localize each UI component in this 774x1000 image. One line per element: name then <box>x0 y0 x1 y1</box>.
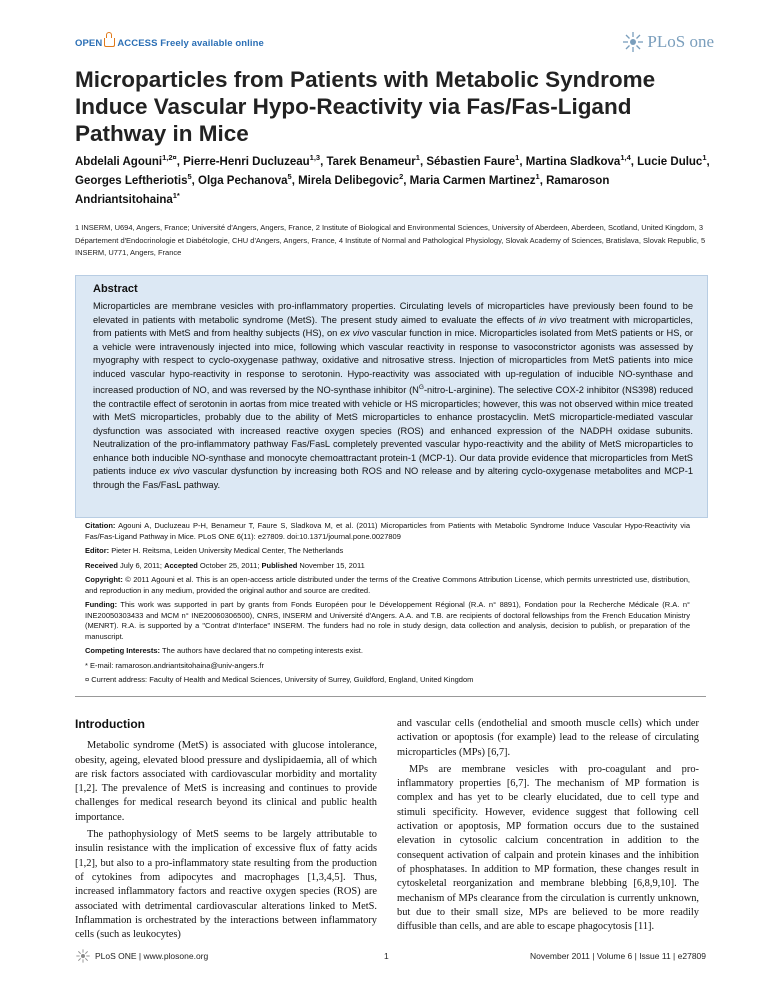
dates: Received July 6, 2011; Accepted October 25, 2011; Published November 15, 2011 <box>85 560 365 570</box>
author-name: Ramaroson Andriantsitohaina <box>75 175 610 206</box>
current-address: ¤ Current address: Faculty of Health and Medical Sciences, University of Surrey, Guildford, England, United Kingdom <box>85 675 474 684</box>
author-name: Olga Pechanova <box>198 175 288 187</box>
section-divider <box>75 696 706 697</box>
editor: Editor: Pieter H. Reitsma, Leiden University Medical Center, The Netherlands <box>85 546 344 555</box>
competing-interests: Competing Interests: The authors have declared that no competing interests exist. <box>85 646 363 655</box>
plos-sunburst-icon <box>621 30 645 54</box>
corresponding-email[interactable]: * E-mail: ramaroson.andriantsitohaina@univ-angers.fr <box>85 660 264 670</box>
article-metadata <box>85 521 690 690</box>
plos-one-logo <box>621 30 714 54</box>
author-name: Abdelali Agouni <box>75 156 163 168</box>
page-number: 1 <box>384 951 389 961</box>
author-name: Tarek Benameur <box>326 156 416 168</box>
author-name: Maria Carmen Martinez <box>409 175 536 187</box>
abstract-heading: Abstract <box>93 283 138 295</box>
intro-paragraph: The pathophysiology of MetS seems to be largely attributable to insulin resistance with the implication of excessive flux of fatty acids [1,2], but also to a pro-inflammatory state resulting from the production of cytokines from adipocytes and macrophages [1,3,4,5]. Thus, increased inflammatory factors and reactive oxygen species (ROS) are associated with detrimental cardiovascular alterations linked to MetS. Inflammation is orchestrated by the interactions between inflammatory cells (such as leukocytes) <box>75 829 377 941</box>
author-affiliation-marker: 1 <box>702 153 707 163</box>
journal-header <box>75 30 714 58</box>
abstract-text: Microparticles are membrane vesicles with pro-inflammatory properties. Circulating levels of microparticles have previously been found to be elevated in patients with metabolic syndrome (MetS). The present study aimed to evaluate the effects of in vivo treatment with microparticles, from patients with MetS and from healthy subjects (HS), on ex vivo vascular function in mice. Microparticles isolated from MetS patients or HS, or a vehicle were intravenously injected into mice, following which vascular reactivity in response to vasoconstrictor agonists was assessed by myography with respect to cyclo-oxygenase pathway, oxidative and nitrosative stress. Injection of microparticles from MetS patients into mice induced vascular hypo-reactivity in response to serotonin. Hypo-reactivity was associated with up-regulation of inducible NO-synthase and increased production of NO, and was reversed by the NO-synthase inhibitor $(N^G-nitro-L-arginine)$. The selective COX-2 inhibitor (NS398) reduced the contractile effect of serotonin in aortas from mice treated with vehicle or HS microparticles; however, this was not observed within mice treated with MetS microparticles, probably due to the ability of MetS microparticles to enhance prostacyclin. MetS microparticle-mediated vascular dysfunction was associated with increased reactive oxygen species (ROS) and enhanced expression of the NADPH oxidase subunits. Neutralization of the pro-inflammatory pathway Fas/FasL completely prevented vascular hypo-reactivity and the ability of MetS microparticles to enhance both inducible NO-synthase and monocyte chemoattractant protein-1 (MCP-1). Our data provide evidence that microparticles from MetS patients induce ex vivo vascular dysfunction by increasing both ROS and NO release and by altering cyclo-oxygenase metabolites and MCP-1 through the Fas/FasL pathway. <box>93 301 694 490</box>
issue-info: November 2011 | Volume 6 | Issue 11 | e27809 <box>530 951 706 961</box>
introduction-heading: Introduction <box>75 717 145 731</box>
author-affiliation-marker: 1 <box>535 172 540 182</box>
footer-journal-url[interactable]: PLoS ONE | www.plosone.org <box>95 951 209 961</box>
author-name: Lucie Duluc <box>637 156 703 168</box>
author-name: Martina Sladkova <box>525 156 621 168</box>
author-affiliation-marker: 1* <box>172 191 180 201</box>
affiliations: 1 INSERM, U694, Angers, France; Université d'Angers, Angers, France, 2 Institute of Biological and Environmental Sciences, University of Aberdeen, Aberdeen, Scotland, United Kingdom, 3 Département d'Endocrinologie et Diabétologie, CHU d'Angers, Angers, France, 4 Institute of Normal and Pathological Physiology, Slovak Academy of Sciences, Bratislava, Slovak Republic, 5 INSERM, U771, Angers, France <box>75 223 706 257</box>
open-lock-icon <box>104 38 115 47</box>
intro-paragraph: and vascular cells (endothelial and smooth muscle cells) which under activation or apoptosis (for example) lead to the release of circulating microparticles (MPs) [6,7]. <box>397 718 699 758</box>
intro-paragraph: MPs are membrane vesicles with pro-coagulant and pro-inflammatory properties [6,7]. The mechanism of MP formation is complex and has yet to be clearly elucidated, due to cell type and stimuli specificity. However, evidence suggest that following cell activation or apoptosis, MP formation occurs due to the sustained elevation in cytosolic calcium concentration in addition to the consequent activation of calpain and protein kinases and the inhibition of phosphatases. In addition to MP formation, these changes result in cytoskeletal reorganization and membrane blebbing [6,8,9,10]. The mechanism of MPs clearance from the circulation is currently unknown, but due to their small size, MPs are believed to be more readily diffusible than cells, and are able to escape phagocytosis [11]. <box>397 763 699 933</box>
open-access-text: ACCESS Freely available online <box>117 38 264 49</box>
author-name: Georges Leftheriotis <box>75 175 188 187</box>
citation: Citation: Agouni A, Ducluzeau P-H, Benameur T, Faure S, Sladkova M, et al. (2011) Microparticles from Patients with Metabolic Syndrome Induce Vascular Hypo-Reactivity via Fas/Fas-Ligand Pathway in Mice. PLoS ONE 6(11): e27809. doi:10.1371/journal.pone.0027809 <box>85 521 690 541</box>
author-name: Sébastien Faure <box>426 156 516 168</box>
open-access-banner <box>75 38 264 49</box>
author-affiliation-marker: 5 <box>187 172 192 182</box>
plos-sunburst-icon <box>75 948 91 964</box>
author-name: Mirela Delibegovic <box>298 175 400 187</box>
author-list: Abdelali Agouni$^{1,2¤}$, Pierre-Henri Ducluzeau$^{1,3}$, Tarek Benameur$^1$, Sébastien Faure$^1$, Martina Sladkova$^{1,4}$, Lucie Duluc$^1$, Georges Leftheriotis$^5$, Olga Pechanova$^5$, Mirela Delibegovic$^2$, Maria Carmen Martinez$^1$, Ramaroson Andriantsitohaina$^{1*}$ <box>75 153 710 206</box>
author-affiliation-marker: 1,3 <box>309 153 321 163</box>
right-column <box>397 717 699 937</box>
journal-name: PLoS one <box>647 32 714 51</box>
author-affiliation-marker: 5 <box>287 172 292 182</box>
article-title: Microparticles from Patients with Metabolic Syndrome Induce Vascular Hypo-Reactivity via Fas/Fas-Ligand Pathway in Mice <box>75 67 656 146</box>
author-affiliation-marker: 1,2¤ <box>162 153 177 163</box>
author-name: Pierre-Henri Ducluzeau <box>183 156 310 168</box>
intro-paragraph: Metabolic syndrome (MetS) is associated with glucose intolerance, obesity, ageing, elevated blood pressure and dyslipidaemia, all of which are risk factors associated with cardiovascular morbidity and mortality [1,2]. The prevalence of MetS is increasing and continues to provide challenges for medical research beyond its clinical and public health importance. <box>75 740 377 823</box>
author-affiliation-marker: 2 <box>399 172 404 182</box>
abstract-box <box>75 275 708 518</box>
open-access-label: OPEN <box>75 38 103 49</box>
left-column <box>75 717 377 945</box>
funding: Funding: This work was supported in part by grants from Fonds Européen pour le Développement Régional (R.A. n° 8891), Fondation pour la Recherche Médicale (R.A. n° INE20050303433 and MCM n° INE20060306500), CNRS, INSERM and Université d'Angers. A.A. and T.B. are recipients of doctoral fellowships from the French Education Ministry (MENRT). R.A. is supported by a "Contrat d'Interface" INSERM. The funders had no role in study design, data collection and analysis, decision to publish, or preparation of the manuscript. <box>85 600 690 641</box>
copyright: Copyright: © 2011 Agouni et al. This is an open-access article distributed under the terms of the Creative Commons Attribution License, which permits unrestricted use, distribution, and reproduction in any medium, provided the original author and source are credited. <box>85 575 690 595</box>
author-affiliation-marker: 1 <box>415 153 420 163</box>
author-affiliation-marker: 1,4 <box>620 153 631 163</box>
author-affiliation-marker: 1 <box>515 153 520 163</box>
